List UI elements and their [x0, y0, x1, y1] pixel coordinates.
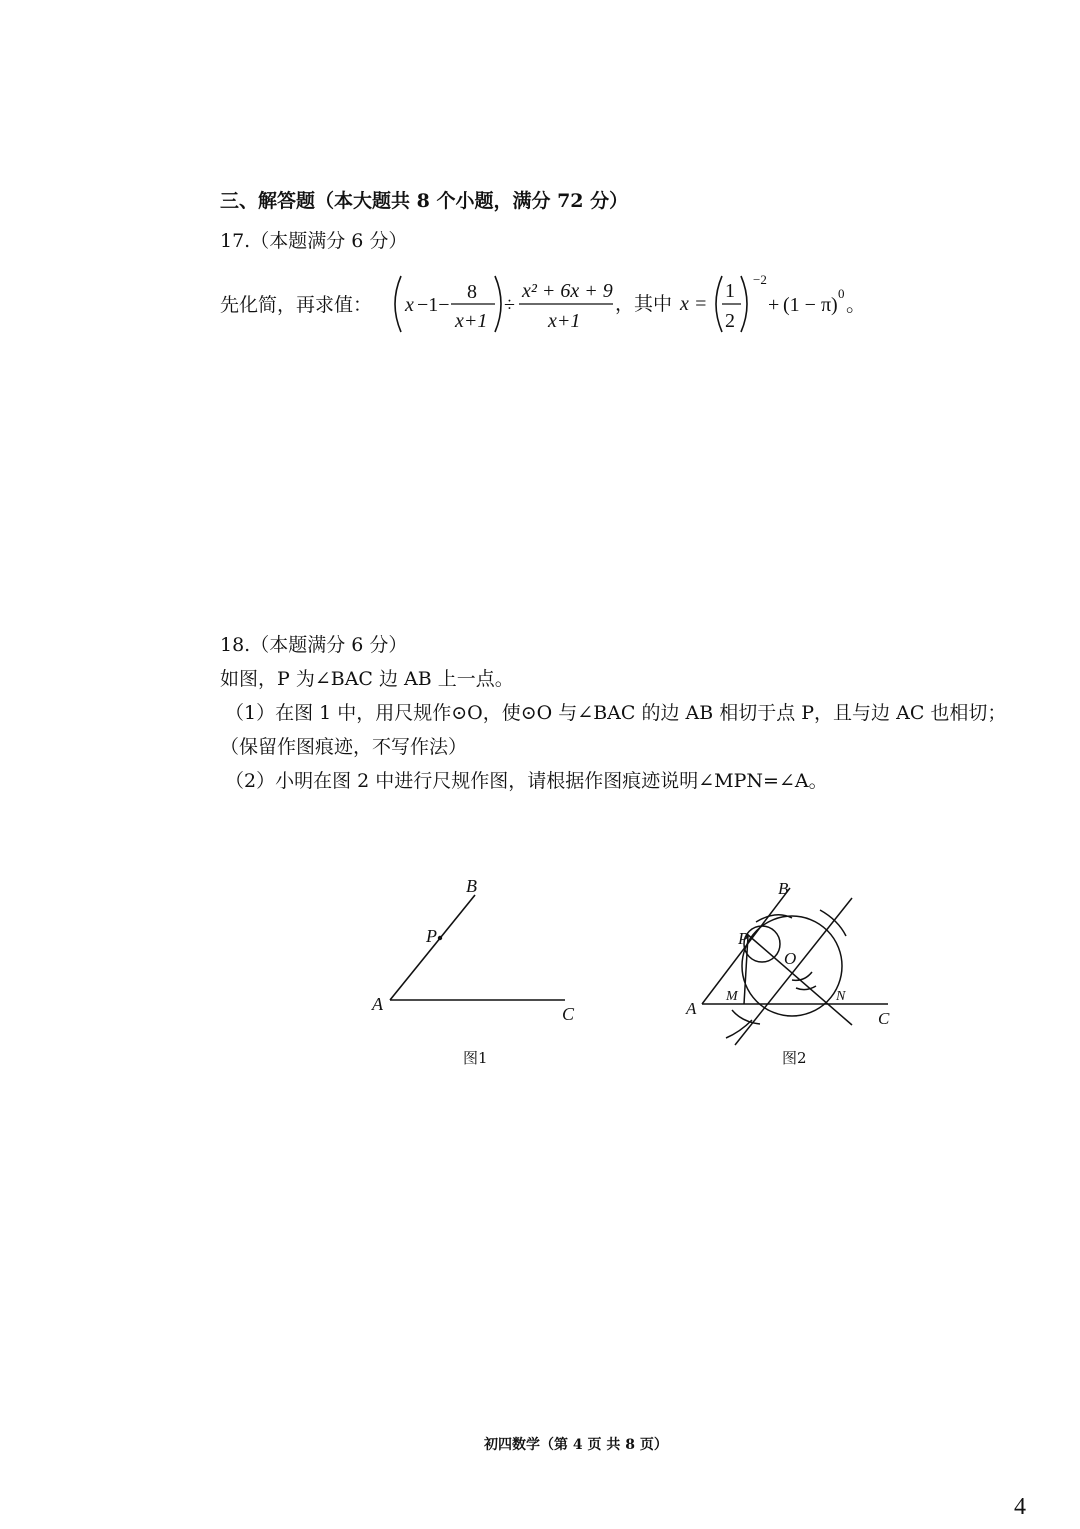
fig2-label-N: N	[836, 989, 846, 1004]
expr-exp: −2	[753, 272, 767, 287]
fig2-label-M: M	[726, 989, 738, 1004]
figure-2	[680, 870, 910, 1055]
expr-div: ÷	[504, 294, 515, 316]
expr-num1: 8	[467, 281, 477, 303]
fig1-label-P: P	[426, 926, 437, 946]
expr-minus1: −1−	[417, 294, 450, 316]
left-paren-2	[716, 276, 722, 332]
fig1-label-B: B	[466, 876, 477, 896]
fig2-label-B: B	[778, 879, 789, 898]
q18-part1: （1）在图 1 中，用尺规作⊙O，使⊙O 与∠BAC 的边 AB 相切于点 P，且与边 AC 也相切；	[225, 702, 1007, 724]
expr-exp0: 0	[838, 286, 845, 301]
q17-expression	[385, 270, 875, 340]
section-title: 三、解答题（本大题共 8 个小题，满分 72 分）	[220, 190, 629, 212]
figure-1	[360, 870, 590, 1030]
fig2-small-circle-P	[744, 926, 780, 962]
q18-part1b: （保留作图痕迹，不写作法）	[220, 736, 468, 758]
fig1-label-C: C	[562, 1004, 575, 1024]
q17-lead: 先化简，再求值：	[220, 294, 373, 316]
fig1-caption: 图1	[463, 1049, 488, 1067]
page-footer: 初四数学（第 4 页 共 8 页）	[484, 1437, 668, 1453]
right-paren-1	[495, 276, 501, 332]
fig2-label-O: O	[784, 949, 797, 968]
q17-header: 17.（本题满分 6 分）	[220, 230, 408, 252]
fig1-label-A: A	[372, 994, 383, 1014]
expr-den2: x+1	[548, 310, 581, 332]
expr-where: ，其中	[615, 294, 673, 315]
right-paren-2	[741, 276, 747, 332]
fig2-label-P: P	[738, 929, 749, 948]
expr-plus: +	[768, 294, 780, 316]
fig2-arc-6	[796, 986, 816, 990]
q18-intro: 如图，P 为∠BAC 边 AB 上一点。	[220, 668, 514, 690]
fig2-label-C: C	[878, 1009, 890, 1028]
expr-half-den: 2	[725, 310, 735, 332]
page-number: 4	[1014, 1494, 1026, 1520]
expr-num2: x² + 6x + 9	[522, 280, 613, 302]
expr-den1: x+1	[455, 310, 488, 332]
fig2-label-A: A	[686, 999, 697, 1018]
left-paren-1	[395, 276, 401, 332]
expr-paren2: (1 − π)	[783, 294, 838, 316]
expr-x: x	[405, 294, 414, 316]
ray-AB	[390, 895, 475, 1000]
q18-part2: （2）小明在图 2 中进行尺规作图，请根据作图痕迹说明∠MPN=∠A。	[225, 770, 828, 792]
fig2-arc-3	[732, 1010, 760, 1024]
expr-half-num: 1	[725, 280, 735, 302]
point-P	[438, 936, 442, 940]
expr-xeq: x =	[680, 293, 708, 315]
expr-period: 。	[846, 294, 866, 316]
fig2-arc-1	[756, 915, 792, 922]
q18-header: 18.（本题满分 6 分）	[220, 634, 408, 656]
fig2-caption: 图2	[782, 1049, 807, 1067]
